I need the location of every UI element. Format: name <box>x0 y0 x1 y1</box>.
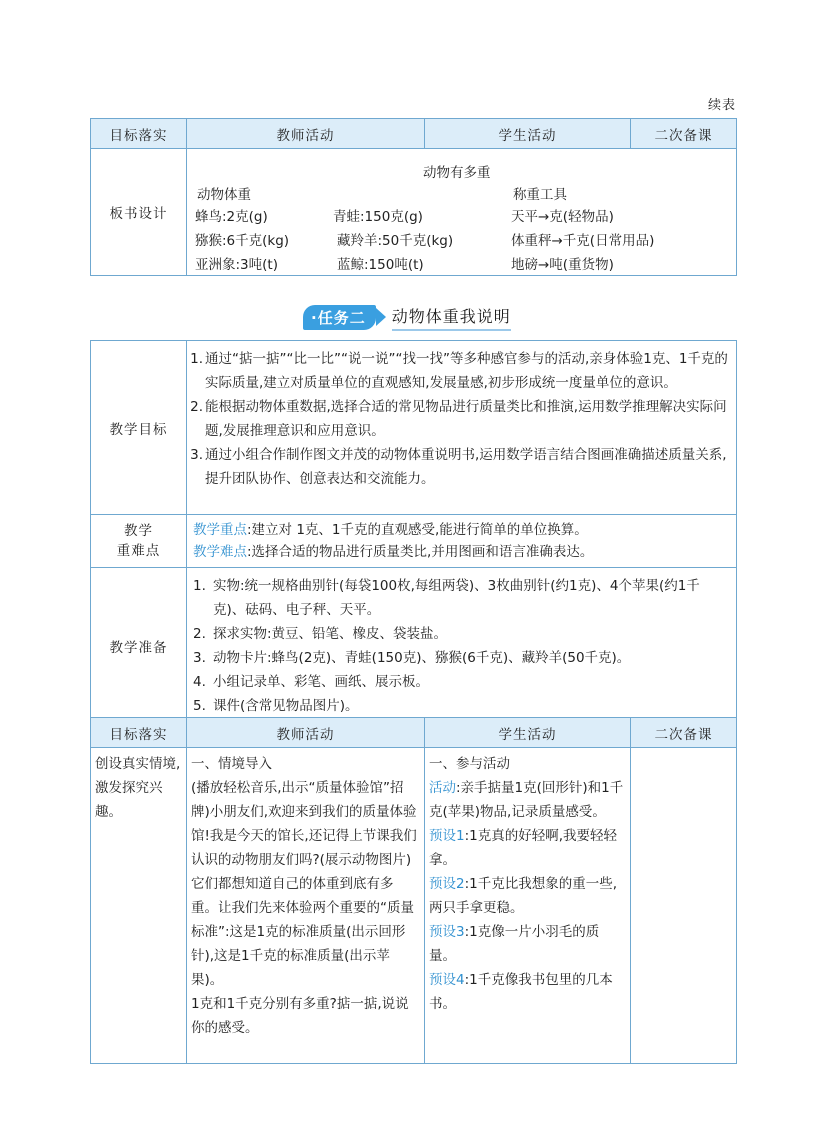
task-title: 动物体重我说明 <box>392 304 511 331</box>
goals-content <box>187 341 737 515</box>
preset-item: 预设3:1克像一片小羽毛的质量。 <box>429 924 600 964</box>
prep-item: 1. 实物:统一规格曲别针(每袋100枚,每组两袋)、3枚曲别针(约1克)、4个苹果(约1千克)、砝码、电子秤、天平。 <box>193 578 700 618</box>
teacher-activity <box>187 748 425 1064</box>
preset-item: 预设4:1千克像我书包里的几本书。 <box>429 972 613 1012</box>
prep-item: 5. 课件(含常见物品图片)。 <box>193 698 359 714</box>
header-goal: 目标落实 <box>91 718 187 748</box>
board-r2c2: 藏羚羊:50千克(kg) <box>337 233 454 249</box>
board-content <box>187 149 737 276</box>
continued-label: 续表 <box>707 98 736 113</box>
prep-content <box>187 568 737 725</box>
board-r1c3: 天平→克(轻物品) <box>511 209 614 225</box>
teacher-heading: 一、情境导入 <box>191 756 272 772</box>
table-header-row <box>91 718 737 748</box>
header-student: 学生活动 <box>425 718 631 748</box>
teacher-question: 1克和1千克分别有多重?掂一掂,说说你的感受。 <box>191 996 409 1036</box>
header-goal: 目标落实 <box>91 119 187 149</box>
teacher-text: (播放轻松音乐,出示“质量体验馆”招牌)小朋友们,欢迎来到我们的质量体验馆!我是今天的馆长,还记得上节课我们认识的动物朋友们吗?(展示动物图片)它们都想知道自己的体重到底有多重。让我们先来体验两个重要的“质量标准”:这是1克的标准质量(出示回形针),这是1千克的标准质量(出示苹果)。 <box>191 780 417 988</box>
board-title: 动物有多重 <box>423 165 491 181</box>
header-teacher: 教师活动 <box>187 119 425 149</box>
keypoints-label: 教学 重难点 <box>91 515 187 568</box>
prep-item: 3. 动物卡片:蜂鸟(2克)、青蛙(150克)、猕猴(6千克)、藏羚羊(50千克)。 <box>193 650 631 666</box>
goals-label: 教学目标 <box>91 341 187 515</box>
goal-item: 2. 能根据动物体重数据,选择合适的常见物品进行质量类比和推演,运用数学推理解决实际问题,发展推理意识和应用意识。 <box>190 399 727 439</box>
task-heading <box>303 305 511 329</box>
activity-goal: 创设真实情境,激发探究兴趣。 <box>91 748 187 1064</box>
header-notes: 二次备课 <box>631 119 737 149</box>
board-label: 板书设计 <box>91 149 187 276</box>
board-r1c2: 青蛙:150克(g) <box>333 209 423 225</box>
prep-item: 4. 小组记录单、彩笔、画纸、展示板。 <box>193 674 429 690</box>
notes-cell <box>631 748 737 1064</box>
task-badge: ·任务二 <box>303 305 376 330</box>
table-header-row <box>91 119 737 149</box>
board-design-table <box>90 118 737 276</box>
board-r3c1: 亚洲象:3吨(t) <box>195 257 278 273</box>
header-student: 学生活动 <box>425 119 631 149</box>
focus-line: 教学重点:建立对 1克、1千克的直观感受,能进行简单的单位换算。 <box>193 522 588 538</box>
preset-item: 预设2:1千克比我想象的重一些,两只手拿更稳。 <box>429 876 618 916</box>
prep-item: 2. 探求实物:黄豆、铅笔、橡皮、袋装盐。 <box>193 626 448 642</box>
board-r1c1: 蜂鸟:2克(g) <box>195 209 268 225</box>
preset-item: 预设1:1克真的好轻啊,我要轻轻拿。 <box>429 828 618 868</box>
prep-label: 教学准备 <box>91 568 187 725</box>
board-col3-head: 称重工具 <box>513 187 567 203</box>
board-r3c3: 地磅→吨(重货物) <box>511 257 614 273</box>
teaching-info-table <box>90 340 737 725</box>
board-r3c2: 蓝鲸:150吨(t) <box>337 257 424 273</box>
board-col1-head: 动物体重 <box>197 187 251 203</box>
difficulty-line: 教学难点:选择合适的物品进行质量类比,并用图画和语言准确表达。 <box>193 544 594 560</box>
student-heading: 一、参与活动 <box>429 756 510 772</box>
board-r2c3: 体重秤→千克(日常用品) <box>511 233 655 249</box>
keypoints-content <box>187 515 737 568</box>
activity-table <box>90 717 737 1064</box>
student-activity <box>425 748 631 1064</box>
header-teacher: 教师活动 <box>187 718 425 748</box>
board-r2c1: 猕猴:6千克(kg) <box>195 233 290 249</box>
goal-item: 3. 通过小组合作制作图文并茂的动物体重说明书,运用数学语言结合图画准确描述质量关系,提升团队协作、创意表达和交流能力。 <box>190 447 727 487</box>
header-notes: 二次备课 <box>631 718 737 748</box>
student-activity-line: 活动:亲手掂量1克(回形针)和1千克(苹果)物品,记录质量感受。 <box>429 780 624 820</box>
goal-item: 1. 通过“掂一掂”“比一比”“说一说”“找一找”等多种感官参与的活动,亲身体验1克、1千克的实际质量,建立对质量单位的直观感知,发展量感,初步形成统一度量单位的意识。 <box>190 351 728 391</box>
